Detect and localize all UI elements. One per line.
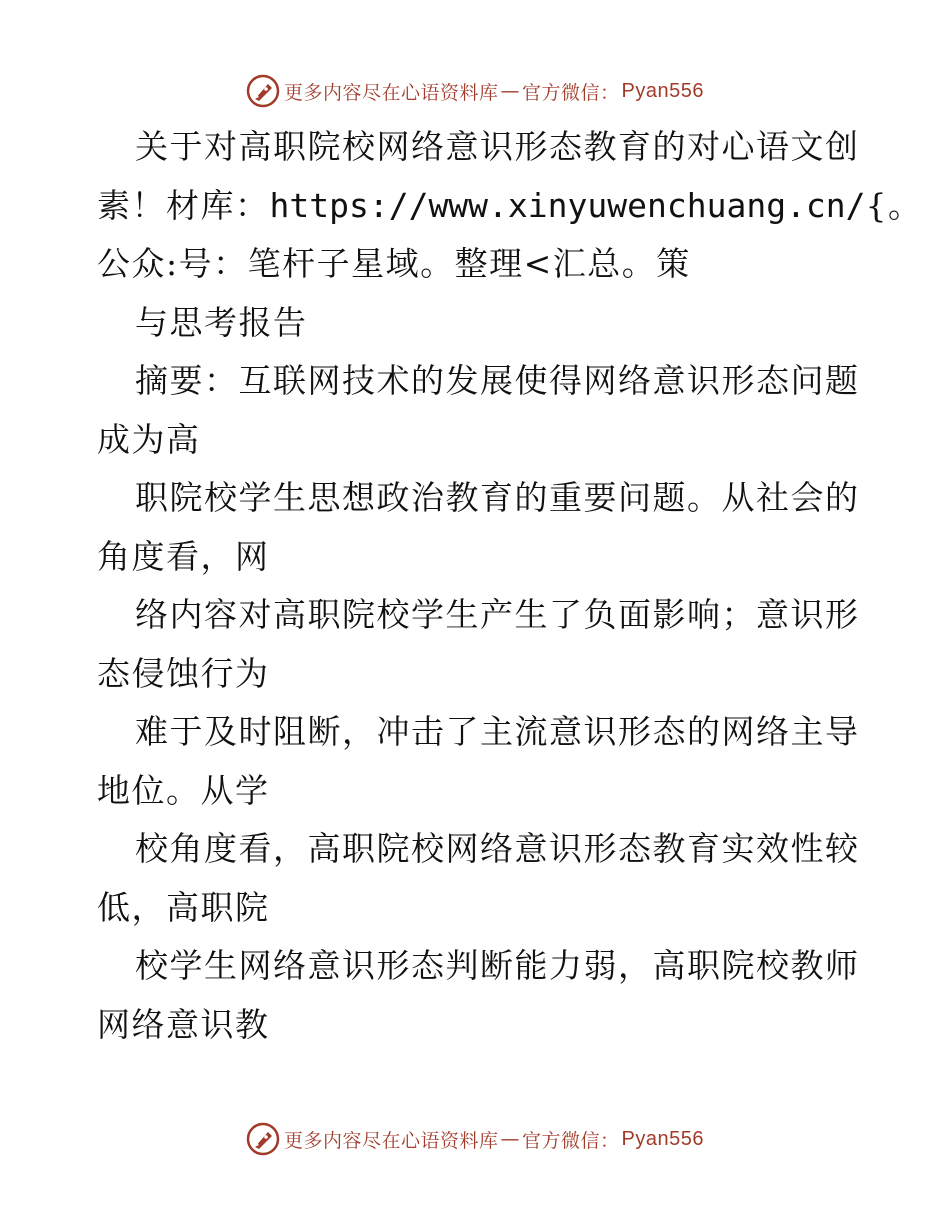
text-segment: 校角度看，高职院校网络意识形态教育实效性较 (135, 829, 860, 868)
banner-text: 更多内容尽在心语资料库 (284, 1129, 499, 1152)
footer-banner (0, 1119, 950, 1159)
text-segment: 职院校学生思想政治教育的重要问题。从社会的 (135, 478, 860, 517)
text-line (97, 879, 857, 938)
text-segment: 摘要：互联网技术的发展使得网络意识形态问题 (135, 361, 860, 400)
text-line (97, 703, 860, 762)
text-segment: https://www.xinyuwenchuang.cn/ (269, 185, 866, 225)
text-line (97, 645, 857, 704)
text-line (97, 118, 860, 177)
banner-official-label: 官方微信： (522, 1129, 620, 1152)
text-segment: 关于对高职院校网络意识形态教育的对心语文创 (135, 127, 860, 166)
text-segment: 校学生网络意识形态判断能力弱，高职院校教师 (135, 946, 860, 985)
banner-account: Pyan556 (621, 79, 704, 102)
text-line (97, 586, 860, 645)
banner-official-label: 官方微信： (522, 81, 620, 104)
banner-account: Pyan556 (621, 1127, 704, 1150)
text-segment: 角度看，网 (97, 536, 270, 576)
text-segment: 态侵蚀行为 (97, 653, 270, 693)
pen-nib-logo-icon (246, 1122, 280, 1156)
text-segment: 成为高 (97, 419, 201, 459)
text-line (97, 352, 860, 411)
banner-text: 更多内容尽在心语资料库 (284, 81, 499, 104)
text-segment: 素！材库： (97, 185, 270, 225)
text-line (97, 411, 857, 470)
text-segment: 公众:号：笔杆子星域。整理<汇总。策 (97, 244, 691, 283)
text-line (97, 294, 857, 353)
text-line (97, 820, 860, 879)
text-segment: 难于及时阻断，冲击了主流意识形态的网络主导 (135, 712, 860, 751)
text-line (97, 469, 860, 528)
text-line (97, 177, 923, 236)
text-segment: 地位。从学 (97, 770, 270, 810)
banner-separator: — (500, 1128, 521, 1150)
text-segment: 与思考报告 (135, 302, 308, 342)
text-segment: 网络意识教 (97, 1004, 270, 1044)
text-segment: {。 (865, 185, 923, 225)
text-line (97, 762, 857, 821)
document-body (97, 118, 923, 1054)
text-segment: 络内容对高职院校学生产生了负面影响；意识形 (135, 595, 860, 634)
text-segment: 低，高职院 (97, 887, 270, 927)
header-banner (0, 71, 950, 111)
text-line (97, 937, 860, 996)
pen-nib-logo-icon (246, 74, 280, 108)
text-line (97, 528, 857, 587)
text-line (97, 996, 857, 1055)
text-line (97, 235, 857, 294)
banner-separator: — (500, 80, 521, 102)
